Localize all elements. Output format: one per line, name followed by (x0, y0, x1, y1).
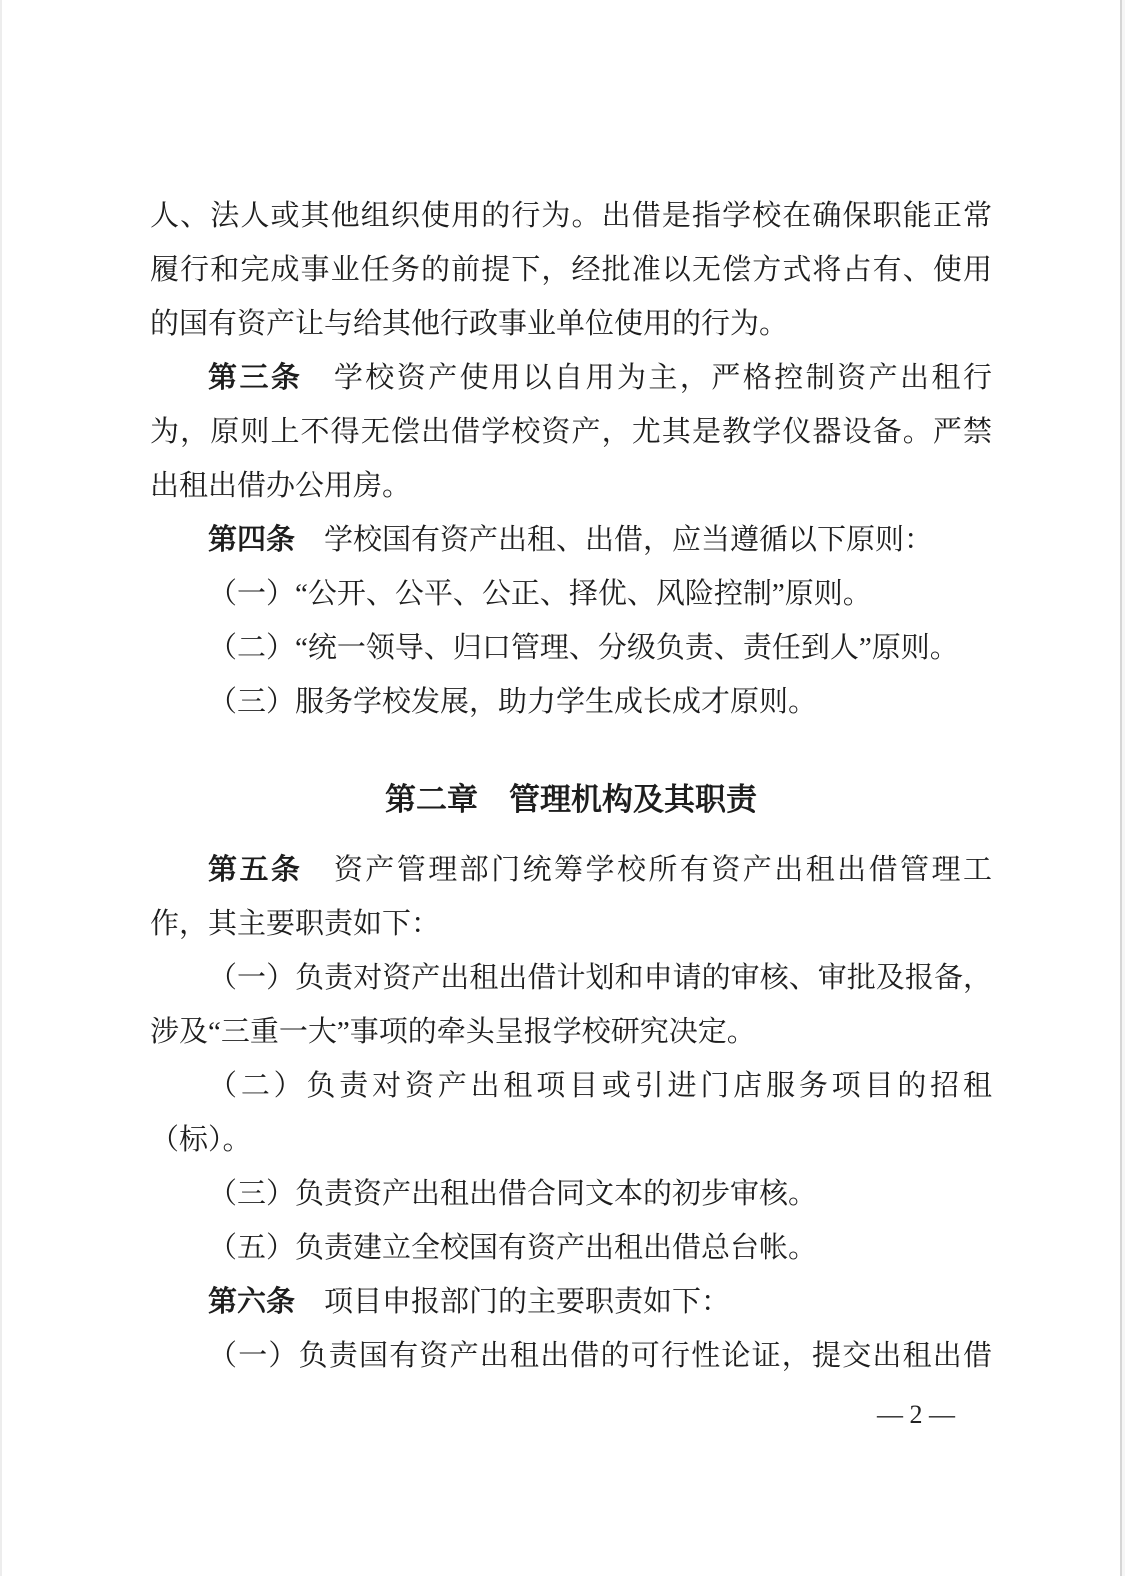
text-line: （一）负责对资产出租出借计划和申请的审核、审批及报备， (208, 962, 992, 994)
text-line: 第三条 学校资产使用以自用为主，严格控制资产出租行 (208, 362, 992, 394)
article-number-bold: 第四条 (208, 524, 296, 556)
document-body (150, 189, 992, 1435)
page-number: — 2 — (877, 1400, 955, 1429)
text-line: 涉及“三重一大”事项的牵头呈报学校研究决定。 (150, 1016, 756, 1048)
chapter-heading: 第二章 管理机构及其职责 (385, 782, 757, 817)
text-line: 第四条 学校国有资产出租、出借，应当遵循以下原则： (208, 524, 934, 556)
text-line: （五）负责建立全校国有资产出租出借总台帐。 (208, 1232, 818, 1264)
text-line: 履行和完成事业任务的前提下，经批准以无偿方式将占有、使用 (150, 254, 992, 286)
text-line: 为，原则上不得无偿出借学校资产，尤其是教学仪器设备。严禁 (150, 416, 992, 448)
article-number-bold: 第六条 (208, 1286, 296, 1318)
article-number-bold: 第五条 (208, 854, 303, 886)
text-line: （三）服务学校发展，助力学生成长成才原则。 (208, 686, 818, 718)
text-line: 第五条 资产管理部门统筹学校所有资产出租出借管理工 (208, 854, 992, 886)
text-line: 第六条 项目申报部门的主要职责如下： (208, 1286, 731, 1318)
text-line: （标）。 (150, 1124, 252, 1156)
text-line: （一）负责国有资产出租出借的可行性论证，提交出租出借 (208, 1340, 992, 1372)
text-line: （二）“统一领导、归口管理、分级负责、责任到人”原则。 (208, 632, 959, 664)
text-line: 出租出借办公用房。 (150, 470, 412, 502)
text-line: 的国有资产让与给其他行政事业单位使用的行为。 (150, 308, 789, 340)
text-line: （三）负责资产出租出借合同文本的初步审核。 (208, 1178, 818, 1210)
text-line: 人、法人或其他组织使用的行为。出借是指学校在确保职能正常 (150, 200, 992, 232)
page-left-edge (0, 0, 2, 1576)
article-number-bold: 第三条 (208, 362, 303, 394)
text-line: 作，其主要职责如下： (150, 908, 441, 940)
text-line: （一）“公开、公平、公正、择优、风险控制”原则。 (208, 578, 872, 610)
text-line: （二）负责对资产出租项目或引进门店服务项目的招租 (208, 1070, 992, 1102)
